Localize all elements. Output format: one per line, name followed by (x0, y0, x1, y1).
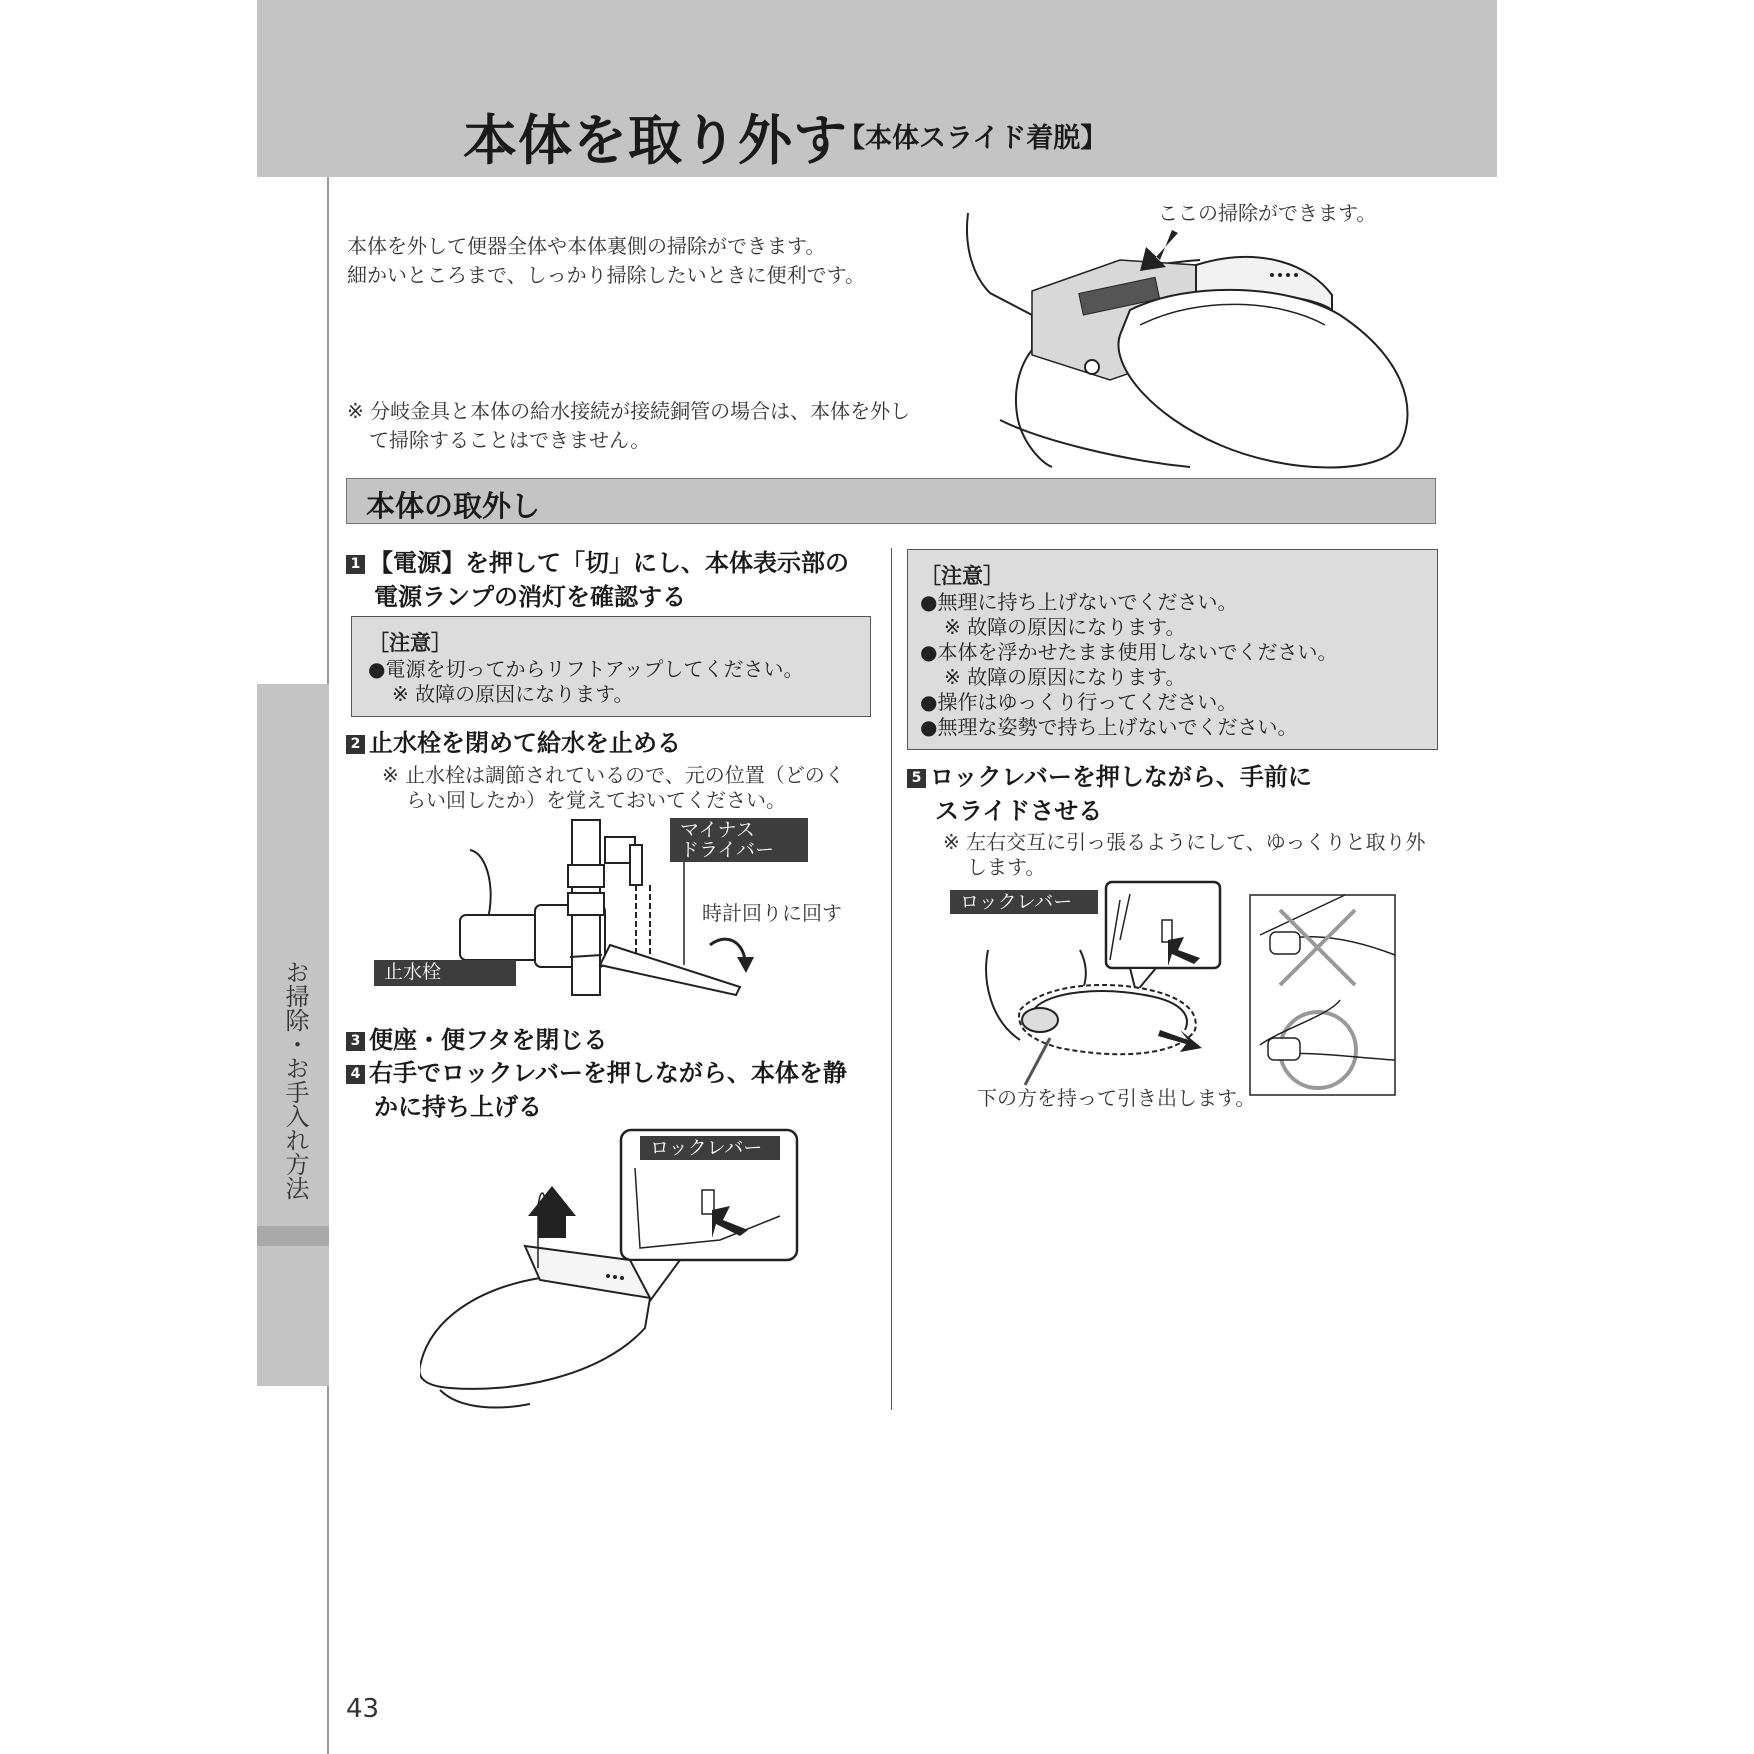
clean-area-caption: ここの掃除ができます。 (1158, 201, 1377, 225)
step-2-note-line: ※ 止水栓は調節されているので、元の位置（どのく (382, 763, 845, 787)
step-4-line1: 右手でロックレバーを押しながら、本体を静 (369, 1059, 847, 1087)
step-5 (907, 760, 1312, 828)
caution-heading: ［注意］ (368, 631, 452, 655)
side-tab-label: お掃除・お手入れ方法 (281, 960, 309, 1200)
intro-note (347, 397, 937, 455)
section-title: 本体の取外し (366, 489, 541, 523)
lock-lever-callout: ロックレバー (950, 890, 1098, 914)
caution-heading: ［注意］ (920, 564, 1004, 588)
step-number: 2 (346, 735, 365, 754)
step-3-text: 便座・便フタを閉じる (369, 1026, 608, 1054)
step-2 (346, 726, 681, 760)
driver-callout-line: マイナス (680, 819, 755, 841)
caution-item: ●電源を切ってからリフトアップしてください。 (368, 657, 804, 681)
side-tab-stripe (257, 1226, 329, 1246)
intro-note-line: て掃除することはできません。 (369, 428, 651, 452)
right-caution-box (907, 549, 1438, 750)
step-number: 1 (346, 555, 365, 574)
caution-item: ●無理な姿勢で持ち上げないでください。 (920, 715, 1298, 739)
caution-item: ※ 故障の原因になります。 (392, 682, 634, 706)
page-title: 本体を取り外す (463, 109, 848, 172)
step-5-note-line: します。 (967, 855, 1046, 879)
step-5-note-line: ※ 左右交互に引っ張るようにして、ゆっくりと取り外 (943, 830, 1426, 854)
step-number: 3 (346, 1032, 365, 1051)
step-1-line2: 電源ランプの消灯を確認する (374, 583, 686, 611)
lift-illustration (420, 1128, 800, 1410)
clockwise-label: 時計回りに回す (702, 901, 842, 925)
step-1-caution-box (351, 616, 871, 717)
driver-callout (670, 818, 808, 862)
intro-line: 本体を外して便器全体や本体裏側の掃除ができます。 (347, 234, 826, 258)
step-5-line1: ロックレバーを押しながら、手前に (930, 763, 1312, 791)
step-4-line2: かに持ち上げる (374, 1093, 542, 1121)
step-2-note-line: らい回したか）を覚えておいてください。 (406, 788, 786, 812)
step-number: 4 (346, 1065, 365, 1084)
step-3 (346, 1023, 607, 1057)
caution-item: ※ 故障の原因になります。 (944, 665, 1186, 689)
intro-text (347, 232, 907, 290)
caution-item: ●無理に持ち上げないでください。 (920, 590, 1238, 614)
step-4 (346, 1056, 847, 1124)
intro-note-line: ※ 分岐金具と本体の給水接続が接続銅管の場合は、本体を外し (347, 399, 911, 423)
step-2-text: 止水栓を閉めて給水を止める (369, 729, 681, 757)
driver-callout-line: ドライバー (680, 839, 775, 861)
step-2-note (382, 763, 845, 813)
page-subtitle: 【本体スライド着脱】 (838, 123, 1108, 154)
step-1 (346, 546, 849, 614)
step-number: 5 (907, 769, 926, 788)
step-5-line2: スライドさせる (935, 797, 1103, 825)
step-5-note (943, 830, 1426, 880)
pull-caption: 下の方を持って引き出します。 (977, 1086, 1256, 1110)
toilet-top-illustration (960, 205, 1430, 470)
page-number: 43 (346, 1694, 380, 1724)
step-1-line1: 【電源】を押して「切」にし、本体表示部の (369, 549, 849, 577)
intro-line: 細かいところまで、しっかり掃除したいときに便利です。 (347, 263, 865, 287)
caution-item: ※ 故障の原因になります。 (944, 615, 1186, 639)
valve-callout: 止水栓 (374, 960, 516, 986)
caution-item: ●本体を浮かせたまま使用しないでください。 (920, 640, 1338, 664)
lock-lever-callout: ロックレバー (640, 1136, 780, 1160)
column-divider (891, 548, 892, 1410)
caution-item: ●操作はゆっくり行ってください。 (920, 690, 1238, 714)
